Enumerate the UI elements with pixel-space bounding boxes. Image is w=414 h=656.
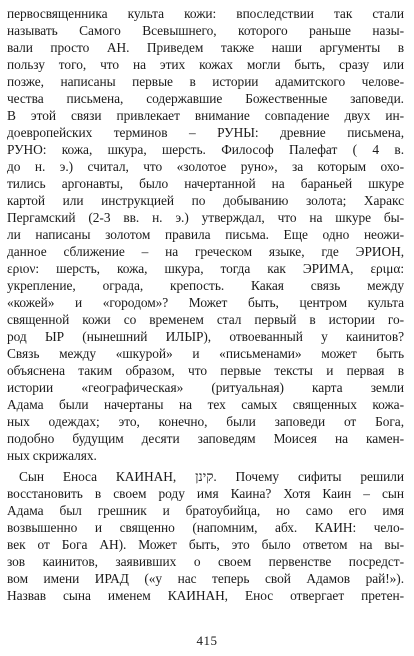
- text-line: ли написаны золотом правила письма. Еще одно неожи-: [7, 227, 404, 242]
- text-line: РУНО: кожа, шкура, шерсть. Философ Палефат ( 4 в.: [7, 142, 404, 157]
- text-line: ных скрижалях.: [7, 448, 97, 463]
- text-line: род ЫР (нынешний ИЛЫР), отвоеванный у каинитов?: [7, 329, 404, 344]
- text-line: тились аргонавты, было начертанной на бараньей шкуре: [7, 176, 404, 191]
- text-line: Адама был грешник и братоубийца, но само его имя: [7, 503, 404, 518]
- text-line: ных одеждах; это, конечно, были заповеди от Бога,: [7, 414, 404, 429]
- text-line: доевропейских терминов – РУНЫ: древние письмена,: [7, 125, 404, 140]
- text-line: первосвященника культа кожи: впоследствии так стали: [7, 6, 404, 21]
- page-number: 415: [196, 633, 218, 648]
- text-line: век от Бога АН). Может быть, это было ответом на вы-: [7, 537, 404, 552]
- paragraph-2: [7, 468, 404, 604]
- text-line: называть Самого Всевышнего, которого раньше назы-: [7, 23, 404, 38]
- text-line: чества письмена, содержавшие Божественные заповеди.: [7, 91, 404, 106]
- text-line: восстановить в своем роду имя Каина? Хотя Каин – сын: [7, 486, 404, 501]
- text-line: εριον: шерсть, кожа, шкура, тогда как ЭРИМА, εριμα:: [7, 261, 404, 276]
- text-line: укрепление, ограда, крепость. Какая связь между: [7, 278, 404, 293]
- text-line: пользу того, что на этих кожах могли быть, сразу или: [7, 57, 404, 72]
- text-line: Связь между «шкурой» и «письменами» может быть: [7, 346, 404, 361]
- text-line: истории «географическая» (ритуальная) карта земли: [7, 380, 404, 395]
- text-line: позже, написаны первые в истории адамитского челове-: [7, 74, 404, 89]
- text-line: вали просто АН. Приведем также наши аргументы в: [7, 40, 404, 55]
- text-line: картой или инструкцией по добыванию золота; Харакс: [7, 193, 404, 208]
- text-line: зов каинитов, заявивших о своем первенстве посредст-: [7, 554, 404, 569]
- text-line: Адама были начертаны на тех самых священных кожа-: [7, 397, 404, 412]
- text-line: Назвав сына именем КАИНАН, Енос отвергает претен-: [7, 588, 404, 603]
- text-line: объяснена таким образом, что первые тексты и первая в: [7, 363, 404, 378]
- text-line: вом имени ИРАД («у нас теперь свой Адамов рай!»).: [7, 571, 404, 586]
- text-line: данное сближение – на греческом языке, где ЭРИОН,: [7, 244, 404, 259]
- text-line: до н. э.) считал, что «золотое руно», за которым охо-: [7, 159, 404, 174]
- text-line: возвышенно и священно (напомним, абх. КАИН: чело-: [7, 520, 404, 535]
- paragraph-1: [7, 5, 404, 464]
- text-line: священной кожи со временем стал первый в истории го-: [7, 312, 404, 327]
- text-line: подобно будущим десяти заповедям Моисея на камен-: [7, 431, 404, 446]
- text-line: В этой связи привлекает внимание совпадение двух ин-: [7, 108, 404, 123]
- text-line: Пергамский (2-3 вв. н. э.) утверждал, что на шкуре бы-: [7, 210, 404, 225]
- text-line: Сын Еноса КАИНАН, קינן. Почему сифиты решили: [19, 469, 404, 484]
- text-line: «кожей» и «городом»? Может быть, центром культа: [7, 295, 404, 310]
